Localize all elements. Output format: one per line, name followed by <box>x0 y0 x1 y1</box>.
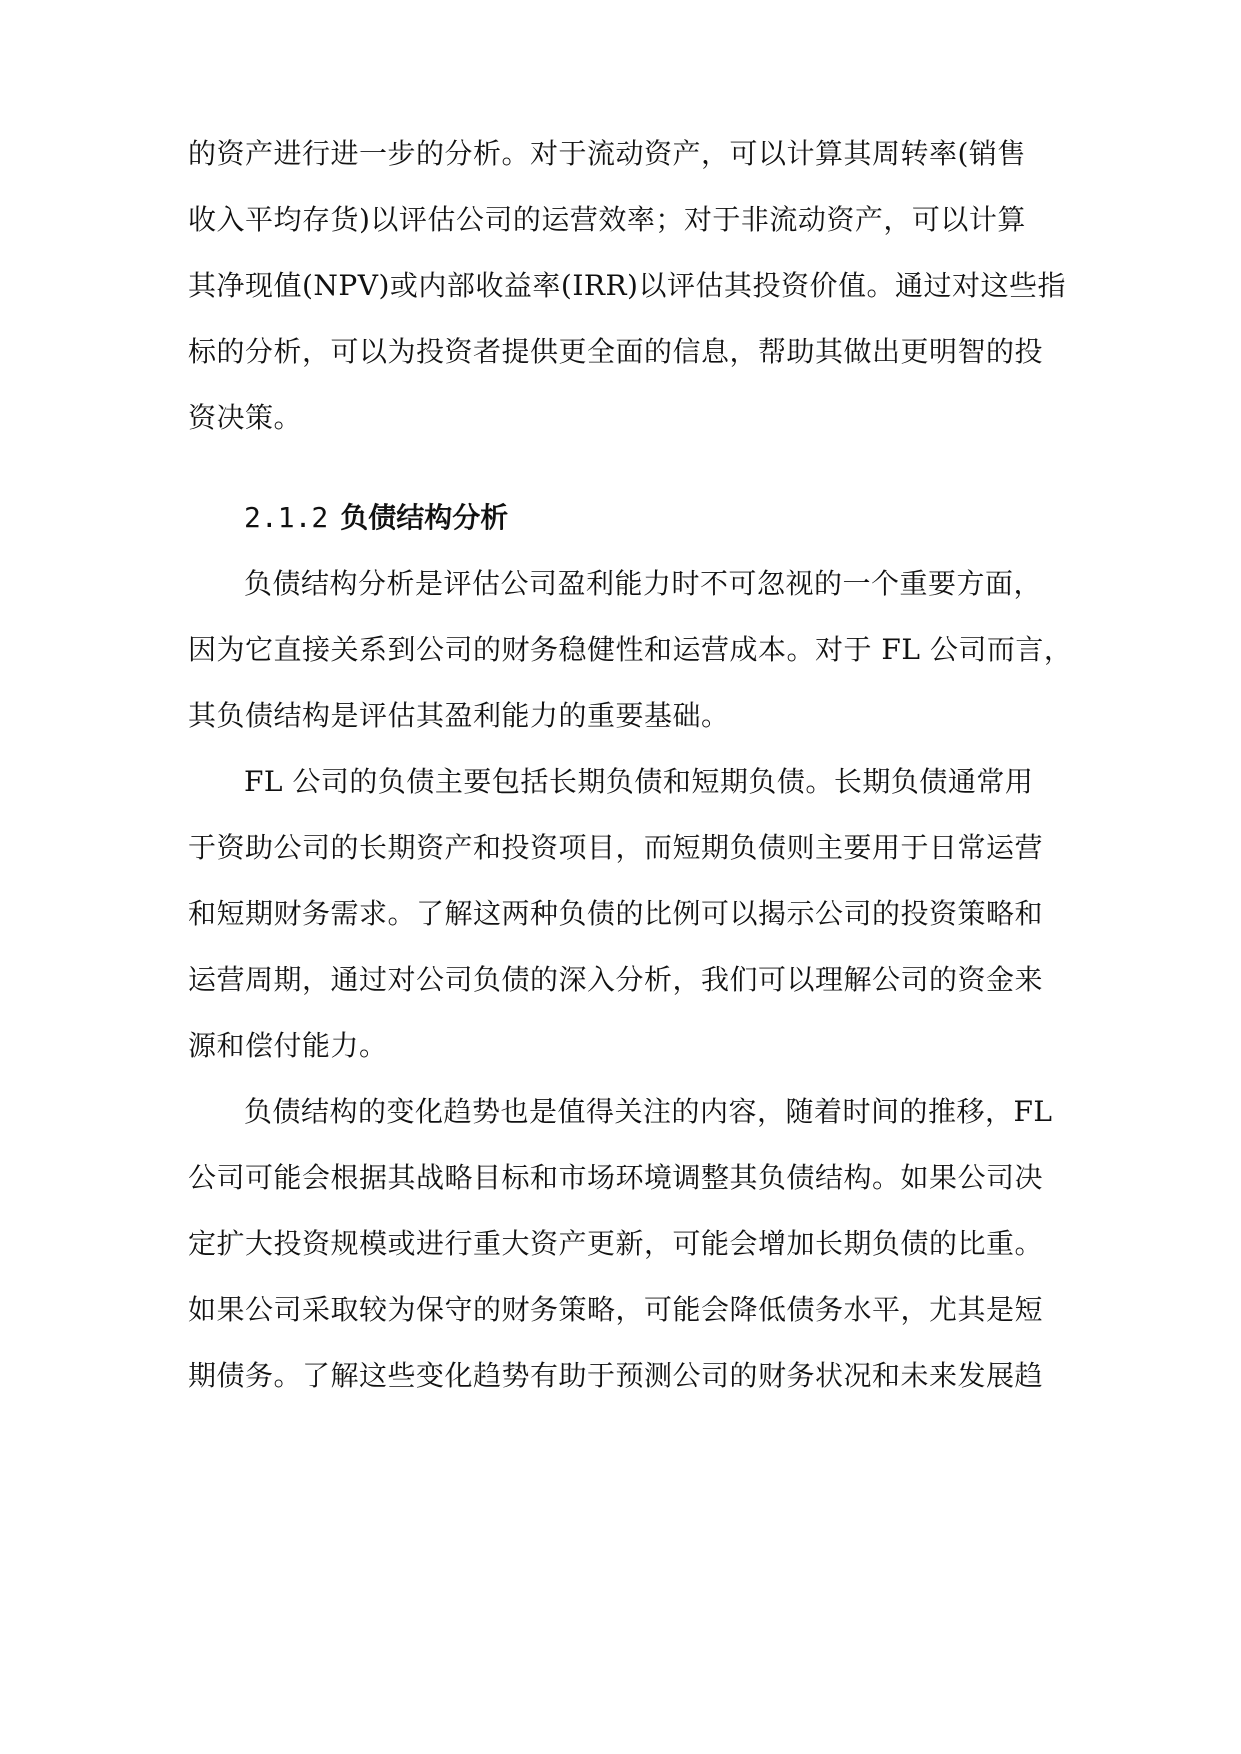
paragraph-4-line-4: 如果公司采取较为保守的财务策略，可能会降低债务水平，尤其是短 <box>188 1293 1044 1326</box>
section-number: 2.1.2 <box>244 501 329 534</box>
paragraph-1-line-1: 的资产进行进一步的分析。对于流动资产，可以计算其周转率(销售 <box>188 137 1026 170</box>
paragraph-2-line-3: 其负债结构是评估其盈利能力的重要基础。 <box>188 699 730 732</box>
section-heading <box>244 498 508 538</box>
paragraph-3-line-1: FL 公司的负债主要包括长期负债和短期负债。长期负债通常用 <box>244 765 1034 798</box>
paragraph-3-line-5: 源和偿付能力。 <box>188 1029 388 1062</box>
paragraph-1-line-3: 其净现值(NPV)或内部收益率(IRR)以评估其投资价值。通过对这些指 <box>188 269 1066 302</box>
paragraph-2-line-2: 因为它直接关系到公司的财务稳健性和运营成本。对于 FL 公司而言， <box>188 633 1073 666</box>
section-title: 负债结构分析 <box>340 501 509 534</box>
paragraph-3-line-3: 和短期财务需求。了解这两种负债的比例可以揭示公司的投资策略和 <box>188 897 1044 930</box>
paragraph-1-line-4: 标的分析，可以为投资者提供更全面的信息，帮助其做出更明智的投 <box>188 335 1044 368</box>
paragraph-4-line-2: 公司可能会根据其战略目标和市场环境调整其负债结构。如果公司决 <box>188 1161 1044 1194</box>
paragraph-3-line-4: 运营周期，通过对公司负债的深入分析，我们可以理解公司的资金来 <box>188 963 1044 996</box>
paragraph-1-line-5: 资决策。 <box>188 401 303 434</box>
paragraph-4-line-5: 期债务。了解这些变化趋势有助于预测公司的财务状况和未来发展趋 <box>188 1359 1044 1392</box>
paragraph-2-line-1: 负债结构分析是评估公司盈利能力时不可忽视的一个重要方面， <box>244 567 1043 600</box>
paragraph-3-line-2: 于资助公司的长期资产和投资项目，而短期负债则主要用于日常运营 <box>188 831 1044 864</box>
paragraph-4-line-1: 负债结构的变化趋势也是值得关注的内容，随着时间的推移，FL <box>244 1095 1053 1128</box>
paragraph-1-line-2: 收入平均存货)以评估公司的运营效率；对于非流动资产，可以计算 <box>188 203 1026 236</box>
paragraph-4-line-3: 定扩大投资规模或进行重大资产更新，可能会增加长期负债的比重。 <box>188 1227 1044 1260</box>
